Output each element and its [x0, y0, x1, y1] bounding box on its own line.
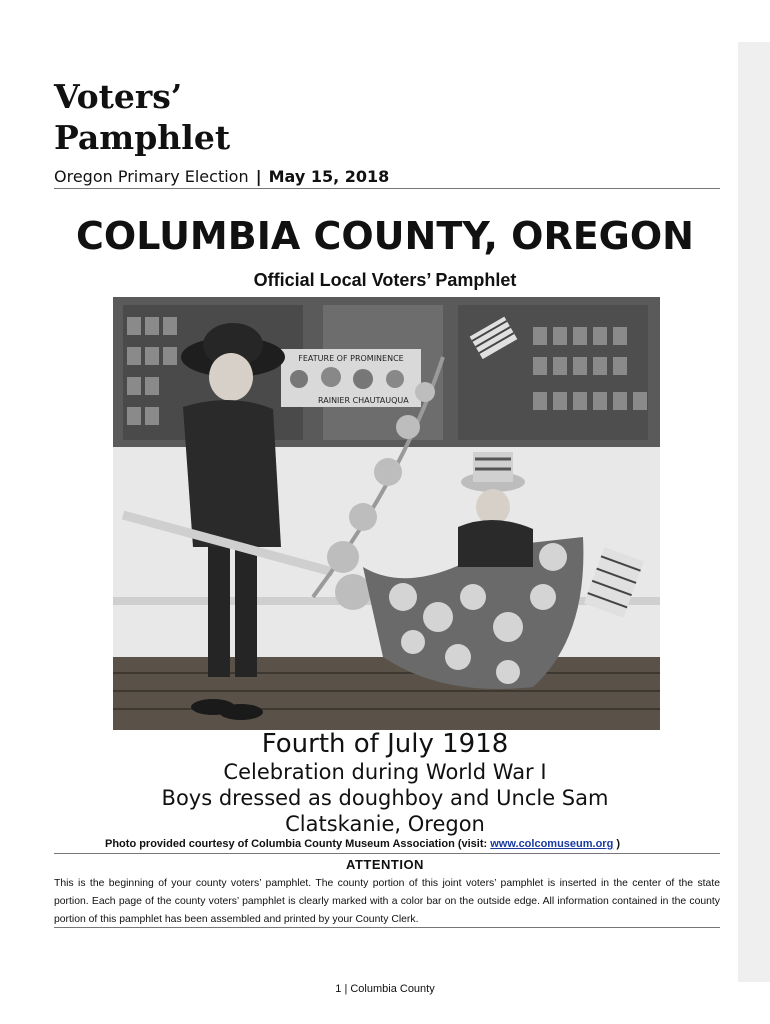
sign-text-1: FEATURE OF PROMINENCE [298, 354, 404, 363]
header-divider [54, 188, 720, 189]
photo-caption-line2: Celebration during World War I [223, 760, 547, 784]
photo-credit [105, 838, 620, 850]
attention-divider-bottom [54, 927, 720, 928]
page-footer: 1 | Columbia County [335, 983, 435, 995]
attention-body: This is the beginning of your county voters’ pamphlet. The county portion of this joint voters’ pamphlet is inserted in the center of the state portion. Each page of the county voters’ pamphlet is clearly marked with a color bar on the outside edge. All information contained in the county portion of this pamphlet has been assembled and printed by your County Clerk. [54, 878, 720, 925]
sign-text-2: RAINIER CHAUTAUQUA [318, 396, 409, 405]
election-subtitle [54, 167, 389, 186]
photo-credit-text: Photo provided courtesy of Columbia County Museum Association (visit: [105, 838, 488, 850]
photo-illustration [113, 297, 660, 730]
election-date: May 15, 2018 [268, 167, 390, 186]
official-subtitle: Official Local Voters’ Pamphlet [253, 270, 517, 290]
pamphlet-title-line2: Pamphlet [54, 118, 231, 157]
county-title: COLUMBIA COUNTY, OREGON [76, 214, 694, 258]
attention-title: ATTENTION [346, 857, 424, 872]
photo-caption-line3: Boys dressed as doughboy and Uncle Sam [161, 786, 609, 810]
photo-credit-close: ) [616, 838, 621, 850]
historic-photo [113, 297, 660, 730]
pamphlet-title-line1: Voters’ [54, 77, 183, 116]
attention-divider-top [54, 853, 720, 854]
photo-caption-line4: Clatskanie, Oregon [285, 812, 485, 836]
photo-caption-title: Fourth of July 1918 [261, 729, 509, 759]
subtitle-separator: | [255, 167, 262, 186]
county-color-bar [738, 42, 770, 982]
museum-link[interactable]: www.colcomuseum.org [490, 838, 614, 850]
pamphlet-title [54, 76, 454, 158]
election-name: Oregon Primary Election [54, 167, 249, 186]
